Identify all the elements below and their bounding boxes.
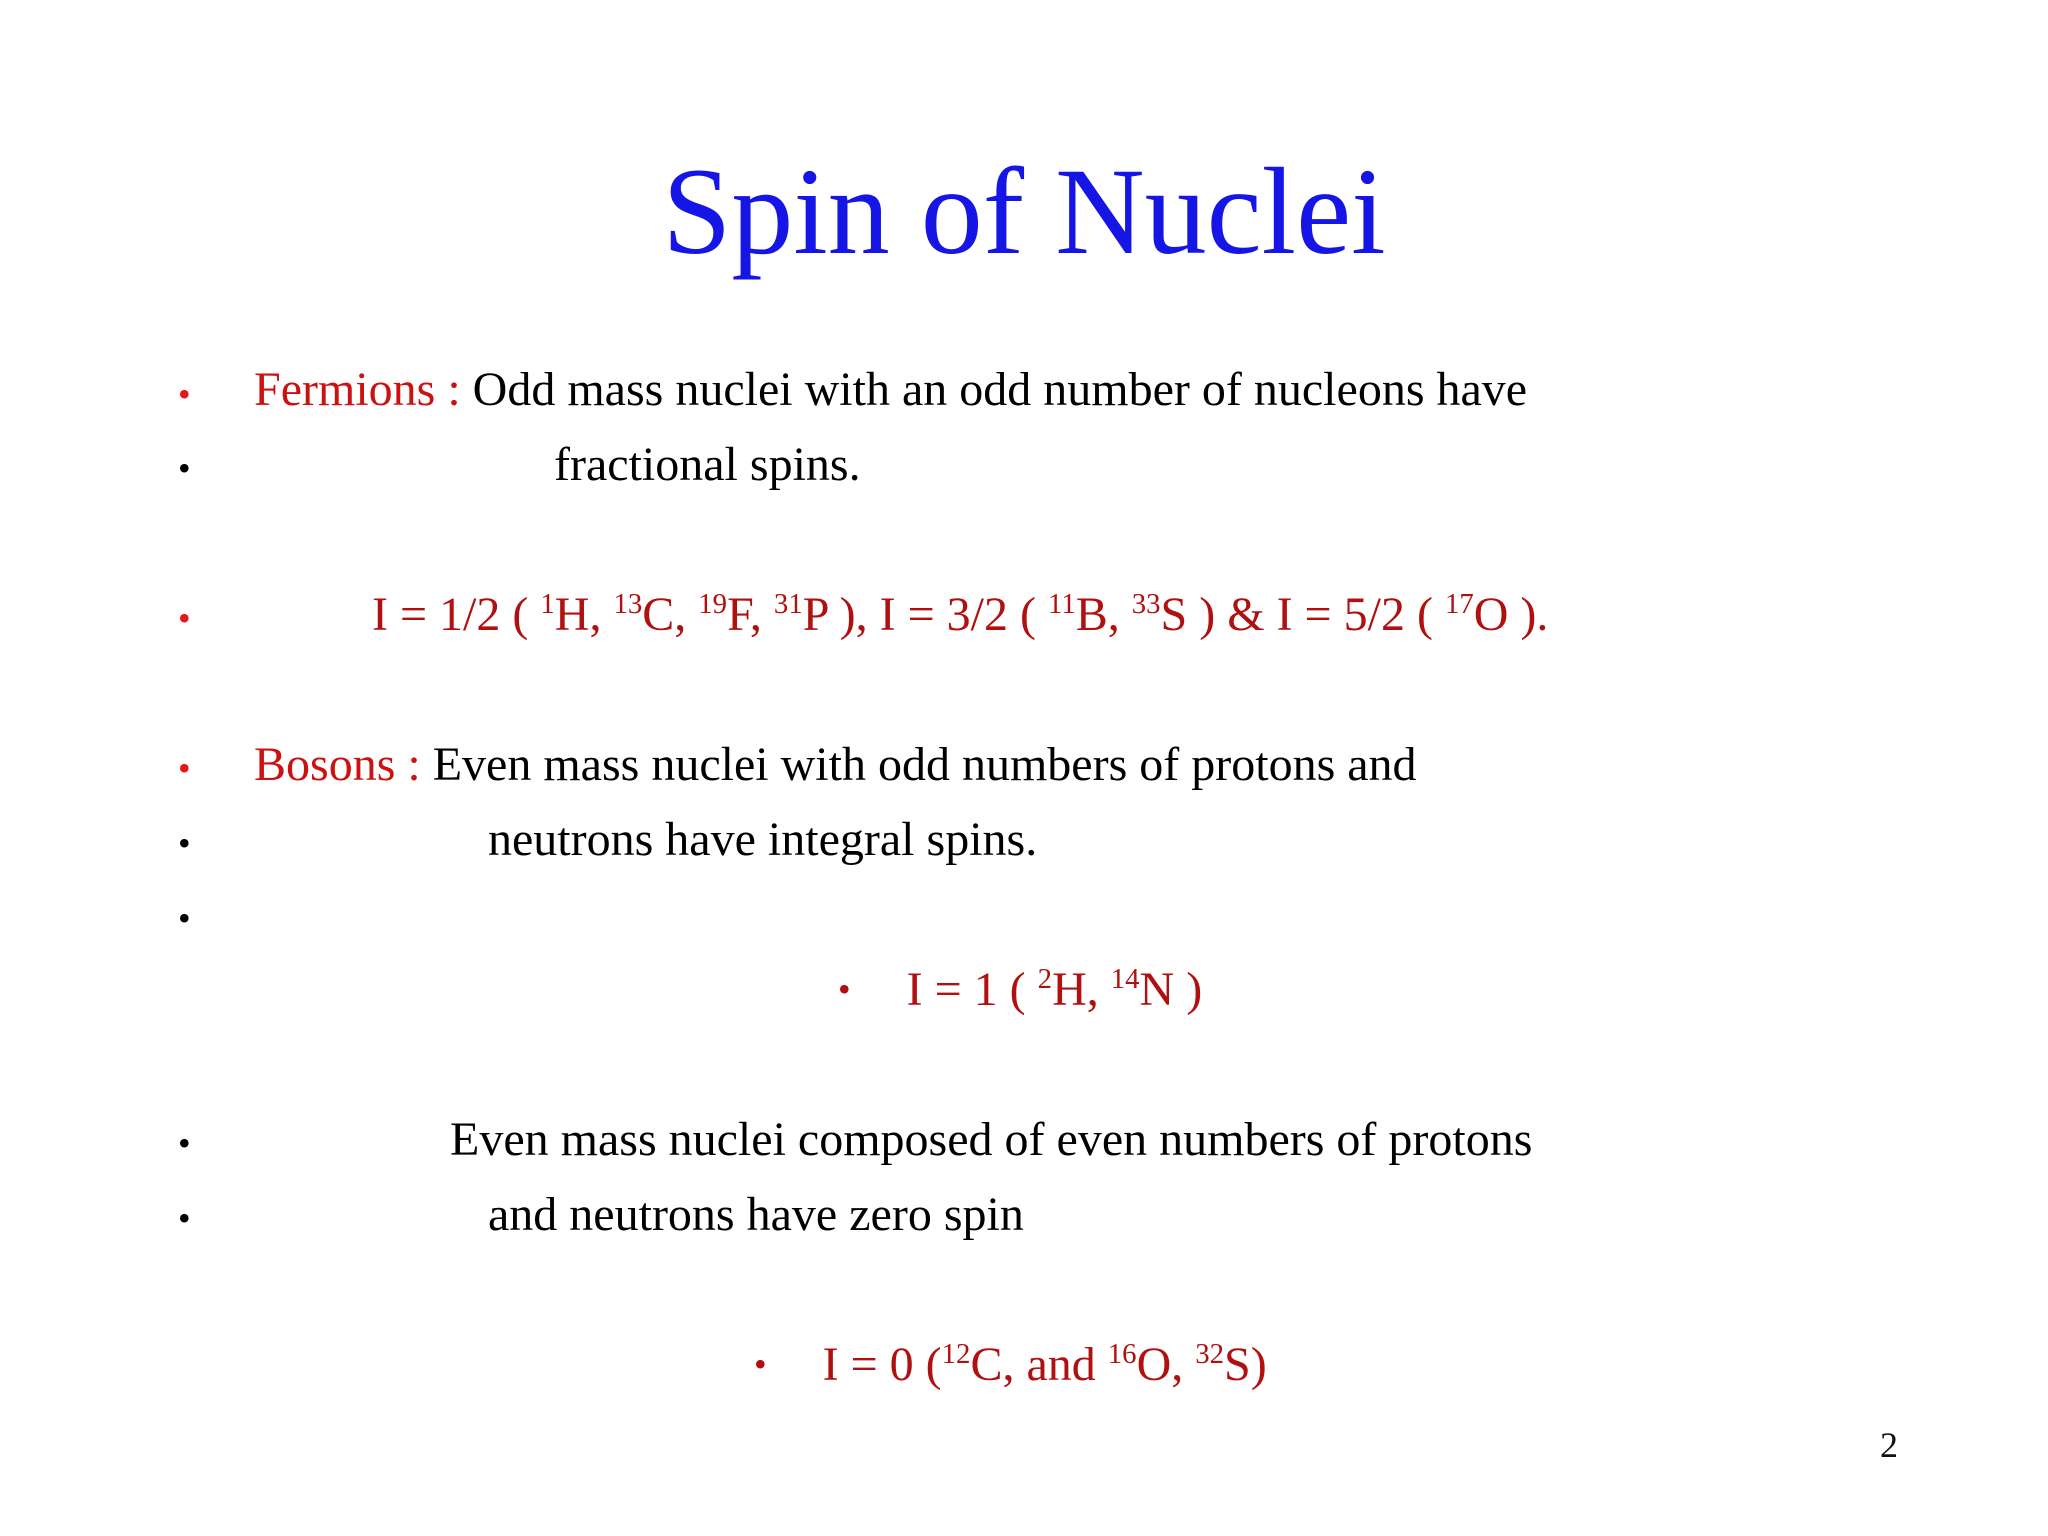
bullet-marker: • — [178, 748, 191, 788]
element-symbol: O ). — [1473, 588, 1549, 641]
bosons-line — [254, 738, 1417, 791]
fermions-line — [254, 363, 1528, 416]
spin-text: I = 0 ( — [822, 1338, 942, 1391]
mass-number: 16 — [1107, 1337, 1137, 1370]
slide-title: Spin of Nuclei — [662, 143, 1386, 280]
bullet-marker: • — [178, 598, 191, 638]
bosons-continuation: neutrons have integral spins. — [488, 813, 1038, 866]
element-symbol: F, — [727, 588, 762, 641]
mass-number: 33 — [1131, 587, 1161, 620]
element-symbol: H, — [554, 588, 602, 641]
mass-number: 19 — [698, 587, 728, 620]
mass-number: 12 — [941, 1337, 971, 1370]
mass-number: 32 — [1195, 1337, 1225, 1370]
zero-spin-values — [754, 1337, 1267, 1391]
bullet-marker: • — [178, 448, 191, 488]
fermion-spin-values — [372, 587, 1549, 641]
sub-bullet-marker: • — [838, 969, 851, 1009]
bullet-marker: • — [178, 898, 191, 938]
fermions-text: Odd mass nuclei with an odd number of nucleons have — [472, 363, 1528, 416]
mass-number: 17 — [1444, 587, 1474, 620]
element-symbol: O, — [1136, 1338, 1184, 1391]
element-symbol: B, — [1075, 588, 1120, 641]
bosons-text: Even mass nuclei with odd numbers of protons and — [432, 738, 1417, 791]
mass-number: 11 — [1048, 587, 1076, 620]
spin-text: I = 1/2 ( — [372, 588, 529, 641]
mass-number: 31 — [773, 587, 803, 620]
element-symbol: N ) — [1139, 963, 1203, 1016]
bullet-marker: • — [178, 823, 191, 863]
mass-number: 1 — [540, 587, 555, 620]
element-symbol: H, — [1052, 963, 1099, 1016]
element-symbol: C, — [642, 588, 687, 641]
mass-number: 2 — [1037, 962, 1053, 995]
element-symbol: C, and — [970, 1338, 1096, 1391]
bullet-marker: • — [178, 1123, 191, 1163]
fermions-continuation: fractional spins. — [554, 438, 861, 491]
element-symbol: S) — [1224, 1338, 1267, 1391]
bosons-label: Bosons : — [254, 738, 421, 791]
element-symbol: P ), I = 3/2 ( — [802, 588, 1036, 641]
element-symbol: S ) & I = 5/2 ( — [1160, 588, 1433, 641]
mass-number: 14 — [1110, 962, 1140, 995]
mass-number: 13 — [613, 587, 643, 620]
boson-spin-values — [838, 962, 1203, 1016]
bullet-marker: • — [178, 374, 191, 414]
spin-text: I = 1 ( — [906, 963, 1026, 1016]
page-number: 2 — [1880, 1425, 1898, 1465]
sub-bullet-marker: • — [754, 1344, 767, 1384]
fermions-label: Fermions : — [254, 363, 461, 416]
zero-spin-line2: and neutrons have zero spin — [488, 1188, 1024, 1241]
bullet-marker: • — [178, 1198, 191, 1238]
zero-spin-line1: Even mass nuclei composed of even numbers of protons — [450, 1113, 1533, 1166]
